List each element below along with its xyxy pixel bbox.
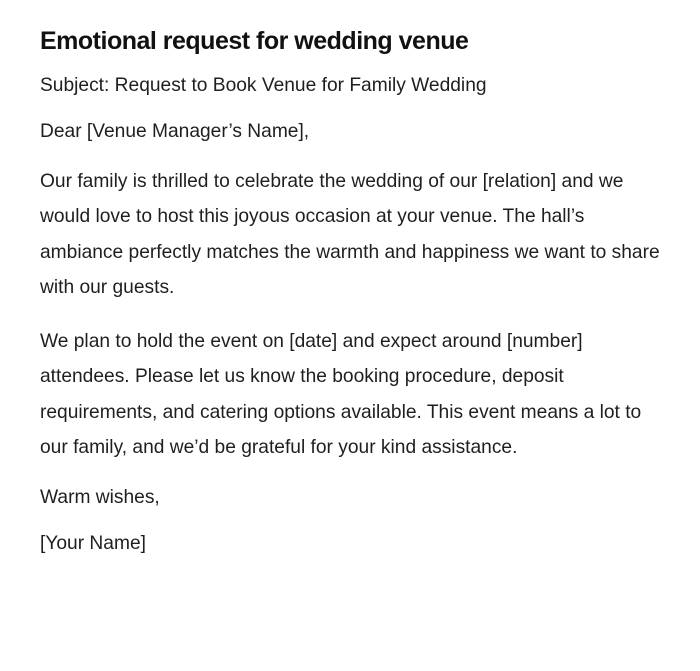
letter-signature: [Your Name]	[40, 533, 146, 555]
letter-greeting: Dear [Venue Manager’s Name],	[40, 121, 310, 142]
document-title: Emotional request for wedding venue	[40, 27, 469, 55]
email-subject: Subject: Request to Book Venue for Family Wedding	[40, 75, 487, 96]
letter-paragraph-1: Our family is thrilled to celebrate the wedding of our [relation] and we would love to host this joyous occasion at your venue. The hall’s ambiance perfectly matches the warmth and happiness we want to share with our guests.	[40, 171, 660, 298]
letter-closing: Warm wishes,	[40, 487, 160, 509]
letter-paragraph-2: We plan to hold the event on [date] and expect around [number] attendees. Please let us know the booking procedure, deposit requirements, and catering options available. This event means a lot to our family, and we’d be grateful for your kind assistance.	[40, 331, 642, 459]
